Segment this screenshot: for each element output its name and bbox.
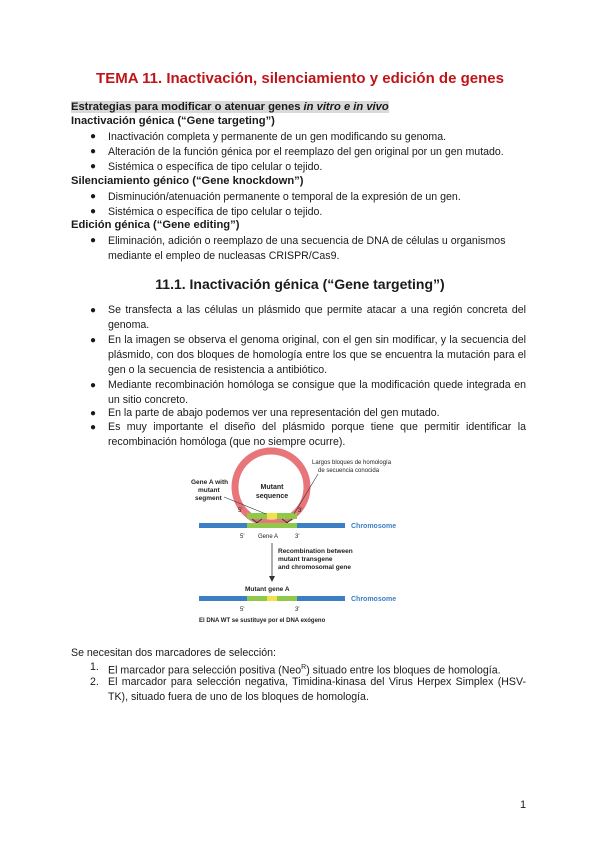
group-title-gene-editing: Edición génica (“Gene editing”) [71,219,240,231]
markers-intro: Se necesitan dos marcadores de selección: [71,647,276,659]
svg-text:5': 5' [240,534,245,540]
page-number: 1 [520,799,527,811]
svg-text:3': 3' [298,508,303,514]
svg-text:3': 3' [295,607,300,613]
recombination-label-3: and chromosomal gene [278,564,351,571]
mutant-sequence-label-2: sequence [255,493,289,500]
chromosome-top-gene-mid [267,523,277,528]
plasmid-homology-left [247,513,267,519]
strategies-heading-emphasis: in vitro e in vivo [303,101,389,113]
section-heading-11-1: 11.1. Inactivación génica (“Gene targeting”) [155,276,445,292]
figure-caption: El DNA WT se sustituye por el DNA exógeno [199,618,326,624]
mutant-sequence-label-1: Mutant [260,484,284,491]
list-item: ● Se transfecta a las células un plásmido que permite atacar a una región concreta del genoma. [90,304,526,331]
list-item: ● En la parte de abajo podemos ver una representación del gen mutado. [90,407,440,419]
strategies-heading-text: Estrategias para modificar o atenuar genes [71,101,304,113]
chromosome-top-gene-left [247,523,267,528]
gene-a-with-label: Gene A with [191,479,229,486]
list-item: ● En la imagen se observa el genoma original, con el gen sin modificar, y la secuencia del plásmido, con dos bloques de homología entre los que se encuentra la mutación para el gen o la secuencia de resistencia a antibiótico. [90,334,526,376]
gene-a-label: Gene A [258,534,279,540]
mutant-segment-label-2: segment [195,495,222,502]
mutant-segment-label-1: mutant [198,487,220,494]
mutant-gene-a-label: Mutant gene A [245,586,290,593]
chromosome-bottom-mutant [267,596,277,601]
chromosome-bottom-gene-right [277,596,297,601]
chromosome-bottom-gene-left [247,596,267,601]
chromosome-label-bottom: Chromosome [351,596,397,603]
list-item: 2. El marcador para selección negativa, Timidina-kinasa del Virus Herpex Simplex (HSV-TK), situado fuera de uno de los bloques de homología. [90,676,526,703]
group-title-gene-targeting: Inactivación génica (“Gene targeting”) [71,115,275,127]
recombination-label-2: mutant transgene [278,556,333,563]
list-item: ● Mediante recombinación homóloga se consigue que la modificación quede integrada en un sitio concreto. [90,379,526,406]
svg-text:3': 3' [295,534,300,540]
page-title: TEMA 11. Inactivación, silenciamiento y edición de genes [96,70,504,87]
list-item: ● Es muy importante el diseño del plásmido porque tiene que permitir identificar la recombinación homóloga (que no siempre ocurre). [90,421,526,448]
homology-annotation-1: Largos bloques de homología [312,460,392,466]
svg-text:5': 5' [240,607,245,613]
document-page: TEMA 11. Inactivación, silenciamiento y edición de genes Estrategias para modificar o atenuar genes in vitro e in vivo Inactivación génica (“Gene targeting”) ● Inactivación completa y permanente de un gen modificando su genoma. ● Alteración de la función génica por el reemplazo del gen original por un gen mutado. ● Sistémica o específica de tipo celular o tejido. Silenciamiento génico (“Gene knockdown”) ● Disminución/atenuación permanente o temporal de la expresión de un gen. ● Sistémica o específica de tipo celular o tejido. Edición génica (“Gene editing”) ● Eliminación, adición o reemplazo de una secuencia de DNA de células u organismos mediante el empleo de nucleasas CRISPR/Cas9. 11.1. Inactivación génica (“Gene targeting”) ● Se transfecta a las células un plásmido que permite atacar a una región concreta del genoma. ● En la imagen se observa el genoma original, con el gen sin modificar, y la secuencia del plásmido, con dos bloques de homología entre los que se encuentra la mutación para el gen o la secuencia de resistencia a antibiótico. ● Mediante recombinación homóloga se consigue que la modificación quede integrada en un sitio concreto. ● En la parte de abajo podemos ver una representación del gen mutado. ● Es muy importante el diseño del plásmido porque tiene que permitir identificar la recombinación homóloga (que no siempre ocurre). Mutant sequence Largos bloques de homología de secuencia conocida Gene A with mutant segment 5' 3' Chromosome 5' Gene A 3' Recombination between mutant transgene and chromosomal gene Mutant gene A Chromosome 5' 3' El DNA WT se sustituye por el DNA exógeno Se necesitan dos marcadores de selección: 1. El marcador para selección positiva (Neo$^R$) situado entre los bloques de homología. 2. El marcador para selección negativa, Timidina-kinasa del Virus Herpex Simplex (HSV-TK), situado fuera de uno de los bloques de homología. 1 [0,0,600,848]
group-title-gene-knockdown: Silenciamiento génico (“Gene knockdown”) [71,175,304,187]
list-item: 1. El marcador para selección positiva (Neo$^R$) situado entre los bloques de homología. [90,661,501,677]
recombination-label-1: Recombination between [278,548,353,555]
homology-annotation-2: de secuencia conocida [318,468,380,474]
chromosome-top-gene-right [277,523,297,528]
plasmid-mutant-segment [267,513,277,519]
chromosome-label-top: Chromosome [351,523,397,530]
svg-text:5': 5' [238,508,243,514]
